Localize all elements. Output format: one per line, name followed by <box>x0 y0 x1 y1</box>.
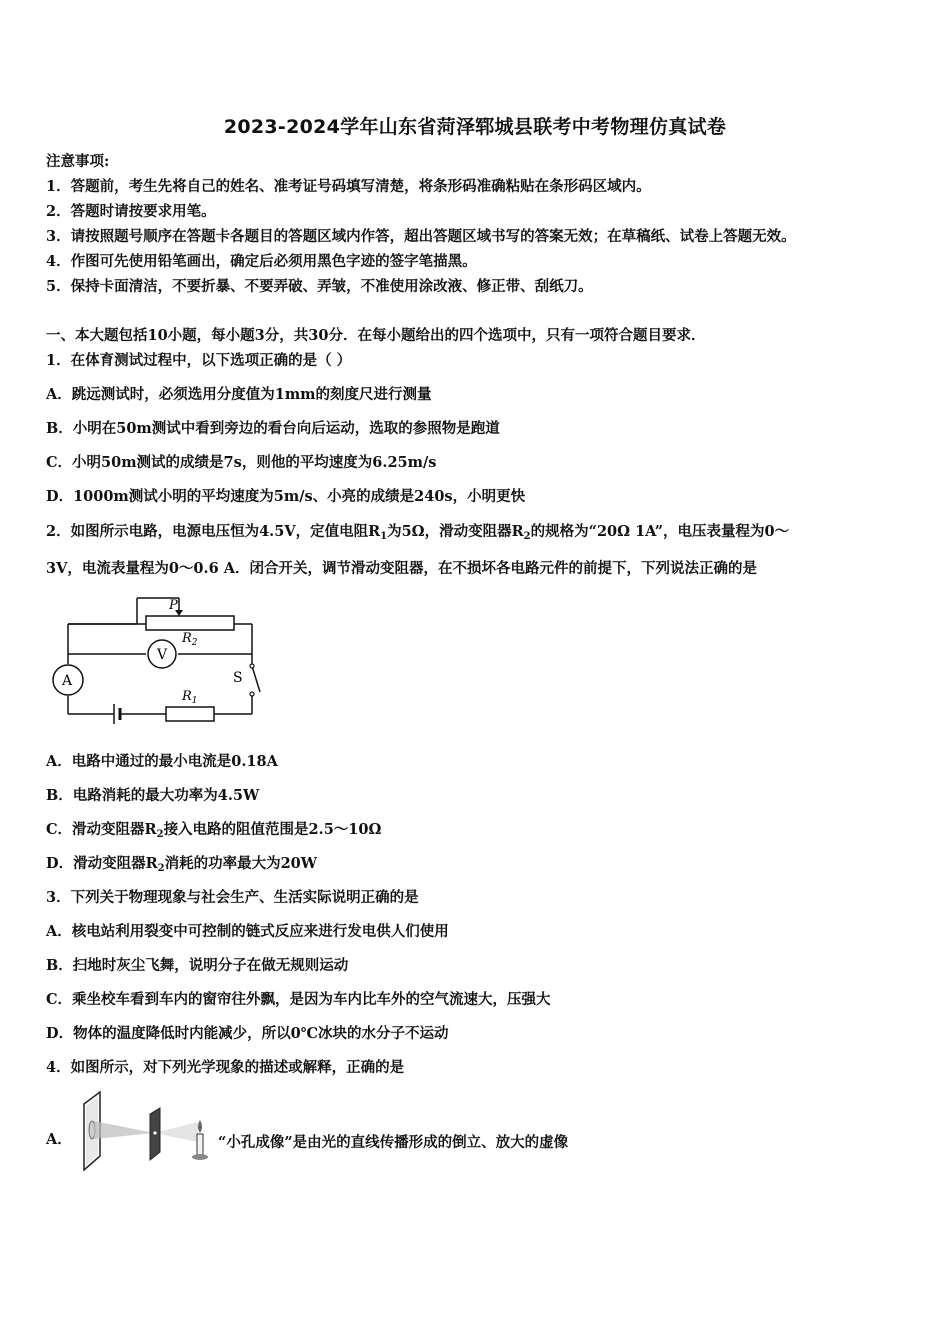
q2-option-a: A．电路中通过的最小电流是0.18A <box>46 753 278 770</box>
label-v: V <box>157 647 168 663</box>
q1-option-c: C．小明50m测试的成绩是7s，则他的平均速度为6.25m/s <box>46 454 437 471</box>
q2-option-d: D．滑动变阻器$R_2$消耗的功率最大为20W <box>46 855 318 874</box>
q2-stem-line2: 3V，电流表量程为0～0.6 A．闭合开关，调节滑动变阻器，在不损坏各电路元件的前提下，下列说法正确的是 <box>46 560 757 577</box>
notice-heading: 注意事项: <box>46 153 110 170</box>
section-heading: 一、本大题包括10小题，每小题3分，共30分．在每小题给出的四个选项中，只有一项符合题目要求． <box>46 327 706 344</box>
q3-option-b: B．扫地时灰尘飞舞，说明分子在做无规则运动 <box>46 957 349 974</box>
q2-option-c: C．滑动变阻器$R_2$接入电路的阻值范围是2.5～10Ω <box>46 821 382 840</box>
q3-option-c: C．乘坐校车看到车内的窗帘往外飘，是因为车内比车外的空气流速大，压强大 <box>46 991 551 1008</box>
page-title: 2023-2024学年山东省菏泽郓城县联考中考物理仿真试卷 <box>223 116 727 138</box>
q4-stem: 4．如图所示，对下列光学现象的描述或解释，正确的是 <box>46 1059 405 1076</box>
q1-option-d: D．1000m测试小明的平均速度为5m/s、小亮的成绩是240s，小明更快 <box>46 488 526 505</box>
q4-option-a-label: A． <box>46 1131 72 1148</box>
q1-option-b: B．小明在50m测试中看到旁边的看台向后运动，选取的参照物是跑道 <box>46 420 500 437</box>
q3-option-d: D．物体的温度降低时内能减少，所以0℃冰块的水分子不运动 <box>46 1025 449 1042</box>
rheostat-r2 <box>146 616 234 630</box>
q2-stem-line1: 2．如图所示电路，电源电压恒为4.5V，定值电阻$R_1$为5Ω，滑动变阻器$R_2$的规格为“20Ω 1A”，电压表量程为0～ <box>46 523 790 542</box>
q1-option-a: A．跳远测试时，必须选用分度值为1mm的刻度尺进行测量 <box>46 386 432 403</box>
notice-item-2: 2．答题时请按要求用笔。 <box>46 203 216 220</box>
notice-item-5: 5．保持卡面清洁，不要折暴、不要弄破、弄皱，不准使用涂改液、修正带、刮纸刀。 <box>46 278 593 295</box>
resistor-r1 <box>166 707 214 721</box>
notice-item-3: 3．请按照题号顺序在答题卡各题目的答题区域内作答，超出答题区域书写的答案无效；在草稿纸、试卷上答题无效。 <box>46 228 796 245</box>
q4-option-a-text: “小孔成像”是由光的直线传播形成的倒立、放大的虚像 <box>218 1134 569 1151</box>
notice-item-4: 4．作图可先使用铅笔画出，确定后必须用黑色字迹的签字笔描黑。 <box>46 253 477 270</box>
circuit-diagram <box>44 592 270 738</box>
label-r2: $R_2$ <box>182 631 198 648</box>
label-a: A <box>62 673 73 689</box>
label-p: P <box>169 598 178 613</box>
candle <box>197 1134 203 1156</box>
pinhole-camera-figure <box>76 1090 216 1172</box>
q3-stem: 3．下列关于物理现象与社会生产、生活实际说明正确的是 <box>46 889 419 906</box>
q1-stem: 1．在体育测试过程中，以下选项正确的是（ ） <box>46 352 352 369</box>
label-r1: $R_1$ <box>182 689 198 706</box>
q3-option-a: A．核电站利用裂变中可控制的链式反应来进行发电供人们使用 <box>46 923 449 940</box>
notice-item-1: 1．答题前，考生先将自己的姓名、准考证号码填写清楚，将条形码准确粘贴在条形码区域内。 <box>46 178 651 195</box>
label-s: S <box>233 670 243 686</box>
q2-option-b: B．电路消耗的最大功率为4.5W <box>46 787 260 804</box>
